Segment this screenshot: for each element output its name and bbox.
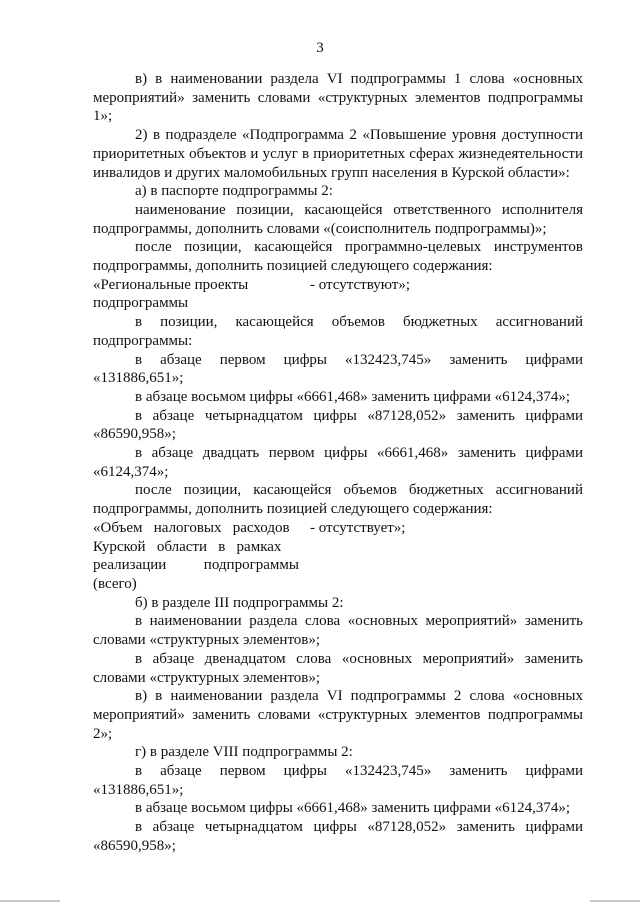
insert-left-label: подпрограммы	[93, 295, 189, 312]
paragraph: наименование позиции, касающейся ответственного исполнителя подпрограммы, дополнить словами «(соисполнитель подпрограммы)»;	[93, 201, 583, 237]
paragraph: в абзаце четырнадцатом цифры «87128,052» заменить цифрами «86590,958»;	[93, 407, 583, 443]
document-body	[93, 70, 583, 856]
scan-artifact	[590, 900, 640, 902]
paragraph: в абзаце восьмом цифры «6661,468» заменить цифрами «6124,374»;	[135, 388, 571, 405]
paragraph: в позиции, касающейся объемов бюджетных ассигнований подпрограммы:	[93, 314, 583, 349]
paragraph: в абзаце первом цифры «132423,745» заменить цифрами «131886,651»;	[93, 351, 583, 387]
insert-right-value: - отсутствуют»;	[310, 276, 410, 293]
scan-artifact	[0, 900, 60, 902]
insert-right-value: - отсутствует»;	[310, 519, 406, 536]
insert-left-label: реализации подпрограммы	[93, 557, 299, 574]
paragraph: в абзаце четырнадцатом цифры «87128,052» заменить цифрами «86590,958»;	[93, 819, 583, 854]
page-number: 3	[316, 40, 324, 56]
paragraph: в абзаце двенадцатом слова «основных мероприятий» заменить словами «структурных элементов»;	[93, 650, 583, 686]
insert-tax-expenditures	[93, 519, 583, 594]
paragraph: 2) в подразделе «Подпрограмма 2 «Повышение уровня доступности приоритетных объектов и услуг в приоритетных сферах жизнедеятельности инвалидов и других маломобильных групп населения в Курской области»:	[93, 127, 583, 181]
paragraph: после позиции, касающейся объемов бюджетных ассигнований подпрограммы, дополнить позицией следующего содержания:	[93, 482, 583, 518]
paragraph: г) в разделе VIII подпрограммы 2:	[135, 744, 353, 761]
paragraph: в наименовании раздела слова «основных мероприятий» заменить словами «структурных элементов»;	[93, 613, 583, 649]
insert-left-label: Курской области в рамках	[93, 538, 282, 555]
paragraph: в) в наименовании раздела VI подпрограммы 1 слова «основных мероприятий» заменить словами «структурных элементов подпрограммы 1»;	[93, 71, 583, 125]
paragraph: в абзаце первом цифры «132423,745» заменить цифрами «131886,651»;	[93, 763, 583, 798]
insert-left-label: «Региональные проекты	[93, 276, 249, 293]
paragraph: б) в разделе III подпрограммы 2:	[135, 594, 344, 611]
paragraph: в) в наименовании раздела VI подпрограммы 2 слова «основных мероприятий» заменить словами «структурных элементов подпрограммы 2»;	[93, 688, 583, 742]
paragraph: после позиции, касающейся программно-целевых инструментов подпрограммы, дополнить позицией следующего содержания:	[93, 239, 583, 275]
insert-regional-projects	[93, 276, 583, 313]
paragraph: в абзаце двадцать первом цифры «6661,468» заменить цифрами «6124,374»;	[93, 445, 583, 480]
insert-left-label: (всего)	[93, 575, 137, 592]
paragraph: а) в паспорте подпрограммы 2:	[135, 183, 333, 200]
insert-left-label: «Объем налоговых расходов	[93, 519, 290, 536]
paragraph: в абзаце восьмом цифры «6661,468» заменить цифрами «6124,374»;	[135, 800, 571, 817]
